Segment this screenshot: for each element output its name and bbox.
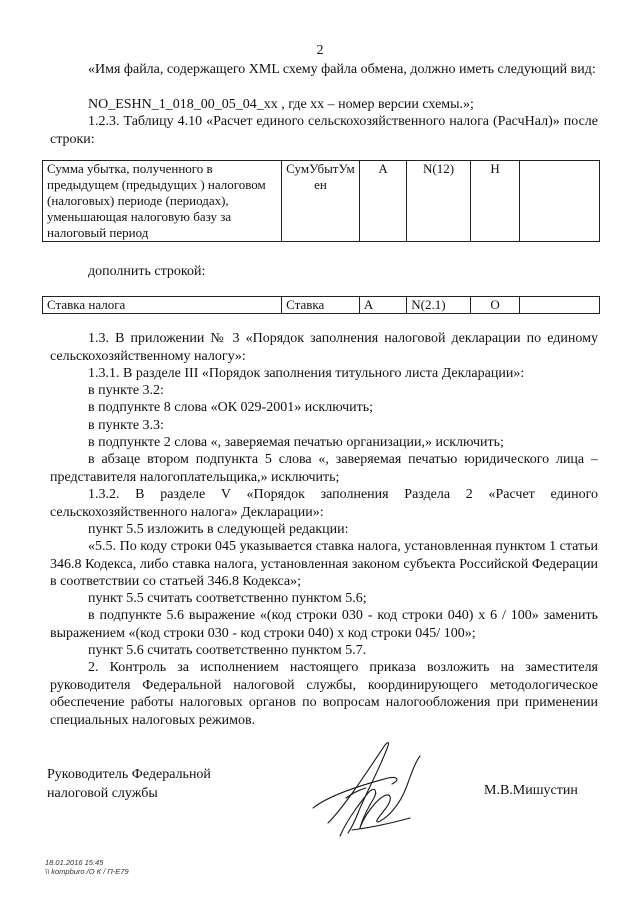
cell-name: Сумма убытка, полученного в предыдущем (предыдущих ) налоговом (налоговых) периоде (периодах), уменьшающая налоговую базу за налоговый период xyxy=(43,161,282,242)
paragraph-item-3-3: в пункте 3.3: xyxy=(88,418,164,433)
paragraph-new-5-5: «5.5. По коду строки 045 указывается ставка налога, установленная пунктом 1 статьи 346.8 Кодекса, либо ставка налога, установленная законом субъекта Российской Федерации в соответствии со статьей 346.8 Кодекса»; xyxy=(50,539,598,589)
paragraph-1-3-2: 1.3.2. В разделе V «Порядок заполнения Раздела 2 «Расчет единого сельскохозяйственного налога» Декларации»: xyxy=(50,487,598,520)
footer-path: \\ kompburo /О К / П-Е79 xyxy=(45,867,129,876)
cell-type: А xyxy=(359,161,406,242)
footer-timestamp: 18.01.2016 15:45 xyxy=(45,858,104,867)
signatory-name: М.В.Мишустин xyxy=(484,783,578,798)
paragraph-filename-pattern: NO_ESHN_1_018_00_05_04_xx , где xx – номер версии схемы.»; xyxy=(88,97,474,112)
cell-extra xyxy=(520,297,600,314)
cell-format: N(12) xyxy=(407,161,471,242)
document-footer xyxy=(45,858,129,876)
cell-required: О xyxy=(470,297,519,314)
paragraph-1-3-1: 1.3.1. В разделе III «Порядок заполнения титульного листа Декларации»: xyxy=(88,366,525,381)
table-existing-row xyxy=(42,160,600,242)
paragraph-add-row: дополнить строкой: xyxy=(88,264,206,279)
paragraph-2-control: 2. Контроль за исполнением настоящего приказа возложить на заместителя руководителя Федеральной налоговой службы, координирующего методологическое обеспечение работы налоговых органов по вопросам налогообложения при применении специальных налоговых режимов. xyxy=(50,660,598,728)
cell-code: Ставка xyxy=(282,297,360,314)
page-number: 2 xyxy=(316,43,324,58)
cell-name: Ставка налога xyxy=(43,297,282,314)
paragraph-renumber-5-7: пункт 5.6 считать соответственно пунктом 5.7. xyxy=(88,643,367,658)
cell-required: Н xyxy=(470,161,519,242)
paragraph-item-3-2: в пункте 3.2: xyxy=(88,383,164,398)
cell-extra xyxy=(520,161,600,242)
table-row xyxy=(43,161,600,242)
paragraph-1-2-3: 1.2.3. Таблицу 4.10 «Расчет единого сельскохозяйственного налога (РасчНал)» после строки: xyxy=(50,114,598,147)
paragraph-subitem-5: в абзаце втором подпункта 5 слова «, заверяемая печатью юридического лица – представителя налогоплательщика,» исключить; xyxy=(50,452,598,485)
cell-code: СумУбытУмен xyxy=(282,161,360,242)
signatory-title-line2: налоговой службы xyxy=(47,786,158,801)
paragraph-renumber-5-6: пункт 5.5 считать соответственно пунктом 5.6; xyxy=(88,591,367,606)
signatory-title-line1: Руководитель Федеральной xyxy=(47,767,211,782)
table-new-row xyxy=(42,296,600,314)
cell-type: А xyxy=(359,297,406,314)
paragraph-1-3: 1.3. В приложении № 3 «Порядок заполнения налоговой декларации по единому сельскохозяйственному налогу»: xyxy=(50,331,598,364)
paragraph-subitem-2: в подпункте 2 слова «, заверяемая печатью организации,» исключить; xyxy=(88,435,504,450)
handwritten-signature xyxy=(288,738,438,848)
table-row xyxy=(43,297,600,314)
cell-format: N(2.1) xyxy=(407,297,471,314)
signatory-title xyxy=(47,765,211,803)
paragraph-filename-intro: «Имя файла, содержащего XML схему файла обмена, должно иметь следующий вид: xyxy=(88,62,596,77)
paragraph-subitem-8: в подпункте 8 слова «ОК 029-2001» исключить; xyxy=(88,400,374,415)
paragraph-subitem-5-6: в подпункте 5.6 выражение «(код строки 030 - код строки 040) х 6 / 100» заменить выражением «(код строки 030 - код строки 040) х код строки 045/ 100»; xyxy=(50,608,598,641)
paragraph-item-5-5: пункт 5.5 изложить в следующей редакции: xyxy=(88,522,349,537)
